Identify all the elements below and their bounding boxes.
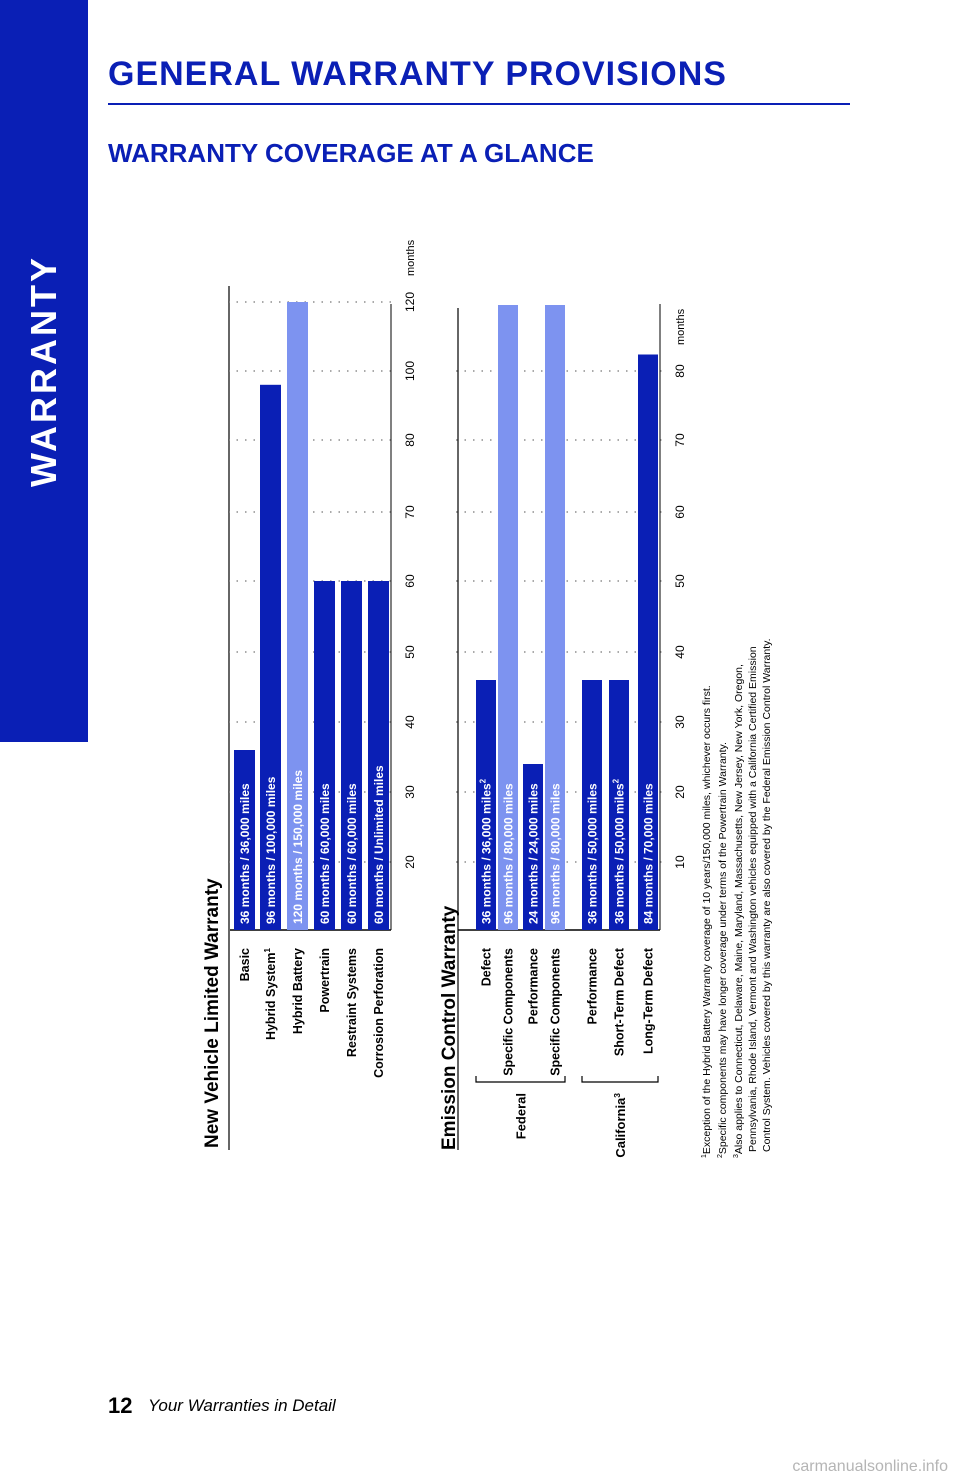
tick-label: 40 — [403, 715, 417, 729]
bar-label: 36 months / 50,000 miles — [585, 783, 600, 924]
bar-label: 36 months / 50,000 miles$^2$ — [611, 778, 627, 924]
tick-label: 80 — [673, 364, 687, 378]
page-footer: Your Warranties in Detail — [148, 1396, 336, 1415]
bar-label: 96 months / 100,000 miles — [264, 776, 278, 924]
tick-label: 60 — [673, 505, 687, 519]
footnote-line: $^1$Exception of the Hybrid Battery Warranty coverage of 10 years/150,000 miles, whichever occurs first. — [701, 685, 713, 1158]
footnote-line: $^2$Specific components may have longer coverage under terms of the Powertrain Warranty. — [717, 742, 729, 1158]
bar-label: 60 months / 60,000 miles — [318, 783, 332, 924]
group-label: California$^3$ — [612, 1093, 628, 1158]
tick-label: 60 — [403, 574, 417, 588]
chart-title: New Vehicle Limited Warranty — [202, 878, 223, 1148]
tick-label: 120 — [403, 291, 417, 313]
category-label: Specific Components — [548, 948, 563, 1076]
tick-label: 50 — [673, 574, 687, 588]
category-label: Powertrain — [318, 948, 332, 1013]
tick-label: 80 — [403, 433, 417, 447]
tick-label: 40 — [673, 645, 687, 659]
page-title: GENERAL WARRANTY PROVISIONS — [108, 55, 727, 93]
bar-label: 84 months / 70,000 miles — [641, 783, 656, 924]
category-label: Performance — [526, 948, 541, 1025]
bar-label: 96 months / 80,000 miles — [548, 783, 563, 924]
category-label: Hybrid System$^1$ — [263, 948, 278, 1041]
group-bracket — [582, 1076, 658, 1082]
sidebar-label: WARRANTY — [23, 255, 64, 487]
page-number: 12 — [108, 1393, 133, 1418]
category-label: Defect — [479, 948, 494, 987]
bar-label: 36 months / 36,000 miles — [238, 783, 252, 924]
bar-label: 120 months / 150,000 miles — [291, 769, 305, 924]
watermark: carmanualsonline.info — [792, 1458, 948, 1475]
tick-label: 50 — [403, 645, 417, 659]
bar-label: 60 months / Unlimited miles — [372, 765, 386, 924]
page-subtitle: WARRANTY COVERAGE AT A GLANCE — [108, 138, 594, 168]
chart-2 — [439, 304, 687, 1158]
category-label: Long-Term Defect — [641, 948, 656, 1055]
tick-label: 20 — [403, 855, 417, 869]
footnote-line: Pennsylvania, Rhode Island, Vermont and Washington vehicles equipped with a California Certified Emission — [747, 646, 759, 1152]
footnote-line: $^3$Also applies to Connecticut, Delaware, Maine, Maryland, Massachusetts, New Jersey, New York, Oregon, — [733, 664, 745, 1158]
tick-label: 100 — [403, 360, 417, 382]
tick-label: 70 — [403, 505, 417, 519]
bar-label: 24 months / 24,000 miles — [526, 783, 541, 924]
chart-1 — [202, 239, 417, 1150]
category-label: Performance — [585, 948, 600, 1025]
tick-label: 30 — [403, 785, 417, 799]
tick-unit-label: months — [675, 308, 687, 345]
group-bracket — [476, 1076, 565, 1082]
group-label: Federal — [513, 1093, 529, 1140]
category-label: Restraint Systems — [345, 948, 359, 1058]
tick-label: 30 — [673, 715, 687, 729]
category-label: Corrosion Perforation — [372, 948, 386, 1078]
chart-title: Emission Control Warranty — [439, 905, 460, 1150]
footnote-line: Control System. Vehicles covered by this warranty are also covered by the Federal Emission Control Warranty. — [761, 638, 773, 1152]
tick-unit-label: months — [405, 239, 417, 276]
bar-label: 36 months / 36,000 miles$^2$ — [478, 778, 494, 924]
tick-label: 20 — [673, 785, 687, 799]
category-label: Short-Term Defect — [612, 948, 627, 1057]
category-label: Hybrid Battery — [291, 948, 305, 1035]
category-label: Specific Components — [501, 948, 516, 1076]
tick-label: 70 — [673, 433, 687, 447]
bar-label: 96 months / 80,000 miles — [501, 783, 516, 924]
bar-label: 60 months / 60,000 miles — [345, 783, 359, 924]
category-label: Basic — [238, 948, 252, 982]
footnotes — [701, 638, 773, 1158]
tick-label: 10 — [673, 855, 687, 869]
